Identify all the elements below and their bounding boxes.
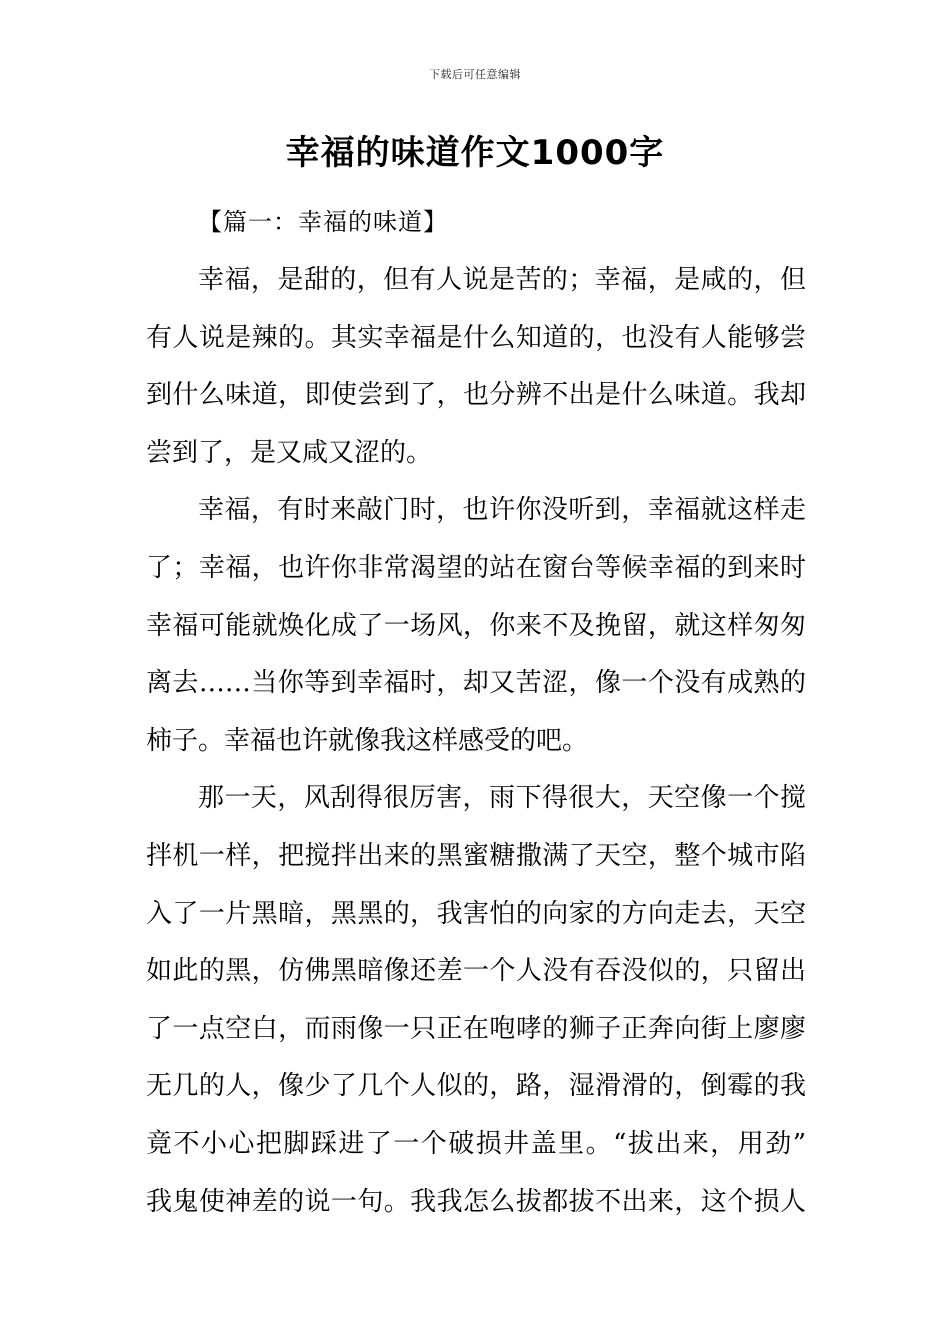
text-line: 幸福，是甜的，但有人说是苦的；幸福，是咸的，但 — [198, 265, 806, 295]
section-heading: 【篇一：幸福的味道】 — [198, 208, 448, 236]
text-line: 幸福可能就焕化成了一场风，你来不及挽留，就这样匆匆 — [146, 610, 806, 641]
header-note: 下载后可任意编辑 — [429, 68, 521, 81]
document-title: 幸福的味道作文1000字 — [285, 133, 665, 173]
text-line: 离去……当你等到幸福时，却又苦涩，像一个没有成熟的 — [146, 668, 806, 699]
body-text — [146, 256, 806, 1235]
text-line: 那一天，风刮得很厉害，雨下得很大，天空像一个搅 — [198, 783, 806, 814]
text-line: 幸福，有时来敲门时，也许你没听到，幸福就这样走 — [198, 495, 806, 526]
text-line: 有人说是辣的。其实幸福是什么知道的，也没有人能够尝 — [146, 322, 806, 353]
text-line: 拌机一样，把搅拌出来的黑蜜糖撒满了天空，整个城市陷 — [146, 840, 806, 871]
text-line: 柿子。幸福也许就像我这样感受的吧。 — [146, 725, 589, 756]
text-line: 了；幸福，也许你非常渴望的站在窗台等候幸福的到来时 — [146, 552, 806, 583]
text-line: 我鬼使神差的说一句。我我怎么拔都拔不出来，这个损人 — [146, 1186, 806, 1217]
text-line: 了一点空白，而雨像一只正在咆哮的狮子正奔向街上廖廖 — [146, 1013, 806, 1044]
text-line: 如此的黑，仿佛黑暗像还差一个人没有吞没似的，只留出 — [146, 956, 806, 987]
text-line: 尝到了，是又咸又涩的。 — [146, 437, 433, 468]
text-line: 竟不小心把脚踩进了一个破损井盖里。“拔出来，用劲” — [146, 1128, 806, 1159]
text-line: 无几的人，像少了几个人似的，路，湿滑滑的，倒霉的我 — [146, 1071, 806, 1102]
text-line: 入了一片黑暗，黑黑的，我害怕的向家的方向走去，天空 — [146, 898, 806, 929]
text-line: 到什么味道，即使尝到了，也分辨不出是什么味道。我却 — [146, 380, 806, 411]
